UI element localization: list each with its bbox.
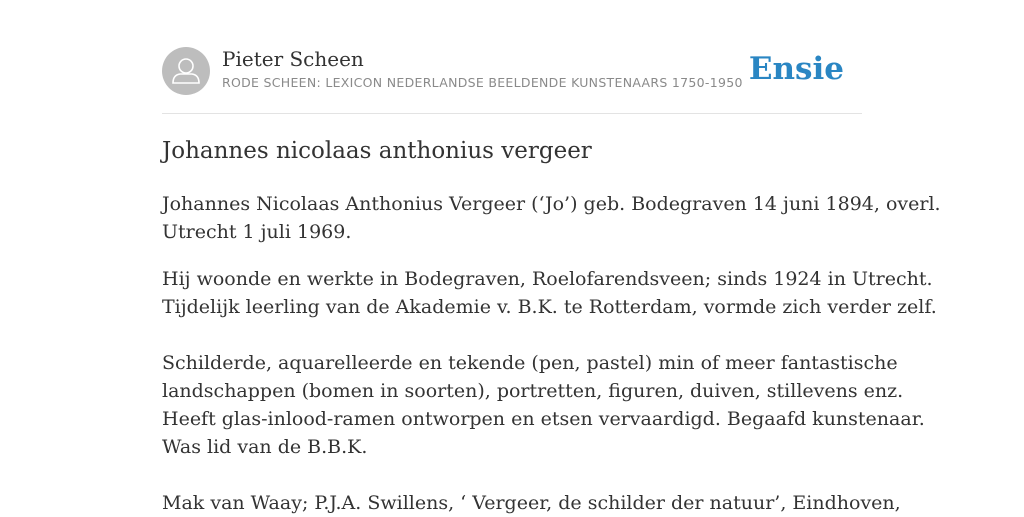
body-line: Johannes Nicolaas Anthonius Vergeer (‘Jo’) geb. Bodegraven 14 juni 1894, overl. xyxy=(162,193,941,215)
article-header xyxy=(162,47,862,97)
body-line: Tijdelijk leerling van de Akademie v. B.K. te Rotterdam, vormde zich verder zelf. xyxy=(162,296,937,318)
body-line: Utrecht 1 juli 1969. xyxy=(162,221,352,243)
paragraph-gap xyxy=(162,461,862,489)
body-line: Mak van Waay; P.J.A. Swillens, ‘ Vergeer, de schilder der natuur’, Eindhoven, xyxy=(162,492,901,514)
body-line: Hij woonde en werkte in Bodegraven, Roelofarendsveen; sinds 1924 in Utrecht. xyxy=(162,268,933,290)
body-line: Was lid van de B.B.K. xyxy=(162,436,368,458)
body-line: Schilderde, aquarelleerde en tekende (pen, pastel) min of meer fantastische xyxy=(162,352,898,374)
paragraph-gap xyxy=(162,246,862,265)
source-title[interactable]: RODE SCHEEN: LEXICON NEDERLANDSE BEELDENDE KUNSTENAARS 1750-1950 xyxy=(222,75,743,90)
avatar[interactable] xyxy=(162,47,210,95)
page-title: Johannes nicolaas anthonius vergeer xyxy=(162,138,592,164)
author-name[interactable]: Pieter Scheen xyxy=(222,47,364,71)
divider xyxy=(162,113,862,114)
body-line: Heeft glas-inlood-ramen ontworpen en etsen vervaardigd. Begaafd kunstenaar. xyxy=(162,408,925,430)
user-icon xyxy=(162,47,210,95)
body-line: landschappen (bomen in soorten), portretten, figuren, duiven, stillevens enz. xyxy=(162,380,904,402)
article-body xyxy=(162,190,941,517)
brand-logo[interactable]: Ensie xyxy=(748,51,844,87)
paragraph-gap xyxy=(162,321,862,349)
